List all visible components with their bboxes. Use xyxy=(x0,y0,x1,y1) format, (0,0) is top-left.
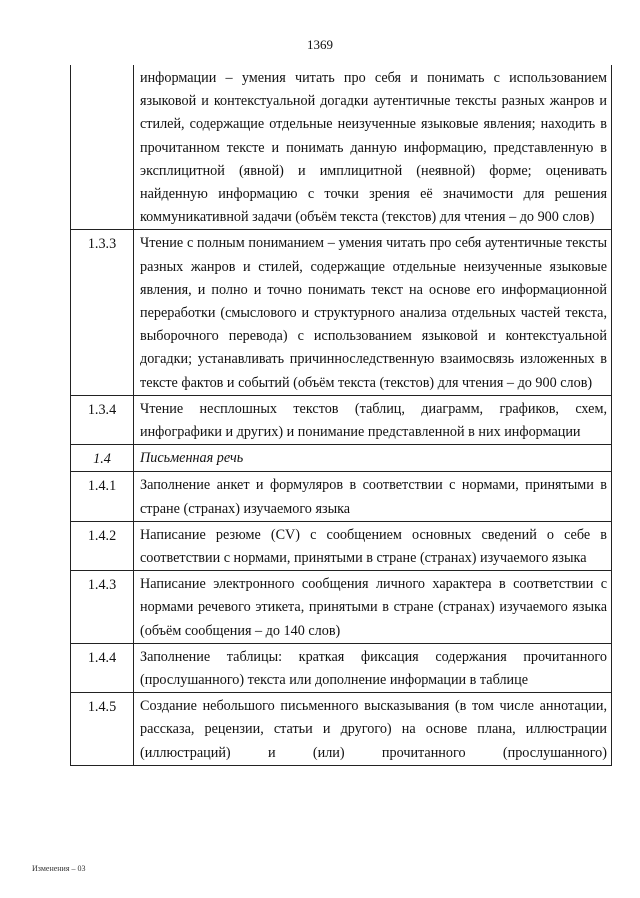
row-number: 1.3.3 xyxy=(71,230,134,395)
row-text: Написание электронного сообщения личного характера в соответствии с нормами речевого этикета, принятыми в стране (странах) изучаемого языка (объём сообщения – до 140 слов) xyxy=(134,571,612,644)
table-row xyxy=(71,230,612,395)
row-text: Чтение с полным пониманием – умения читать про себя аутентичные тексты разных жанров и стилей, содержащие отдельные неизученные языковые явления, и полно и точно понимать текст на основе его информационной переработки (смыслового и структурного анализа отдельных частей текста, выборочного перевода) с использованием языковой и контекстуальной догадки; устанавливать причинноследственную взаимосвязь изложенных в тексте фактов и событий (объём текста (текстов) для чтения – до 900 слов) xyxy=(134,230,612,395)
table-row xyxy=(71,693,612,766)
footer-revision-note: Изменения – 03 xyxy=(32,864,86,873)
row-number: 1.4.1 xyxy=(71,472,134,521)
row-number: 1.3.4 xyxy=(71,395,134,444)
section-title: Письменная речь xyxy=(134,445,612,472)
table-row xyxy=(71,521,612,570)
row-number: 1.4.3 xyxy=(71,571,134,644)
row-number: 1.4.5 xyxy=(71,693,134,766)
row-text: Написание резюме (CV) с сообщением основных сведений о себе в соответствии с нормами, принятыми в стране (странах) изучаемого языка xyxy=(134,521,612,570)
row-text: Заполнение таблицы: краткая фиксация содержания прочитанного (прослушанного) текста или дополнение информации в таблице xyxy=(134,643,612,692)
row-text: информации – умения читать про себя и понимать с использованием языковой и контекстуальной догадки аутентичные тексты разных жанров и стилей, содержащие отдельные неизученные языковые явления; находить в прочитанном тексте и понимать данную информацию, представленную в эксплицитной (явной) и имплицитной (неявной) форме; оценивать найденную информацию с точки зрения её значимости для решения коммуникативной задачи (объём текста (текстов) для чтения – до 900 слов) xyxy=(134,65,612,230)
table-row xyxy=(71,65,612,230)
row-number: 1.4.4 xyxy=(71,643,134,692)
row-number: 1.4.2 xyxy=(71,521,134,570)
page-number: 1369 xyxy=(307,37,333,52)
section-number: 1.4 xyxy=(71,445,134,472)
row-text: Чтение несплошных текстов (таблиц, диаграмм, графиков, схем, инфографики и других) и понимание представленной в них информации xyxy=(134,395,612,444)
table-row xyxy=(71,472,612,521)
table-row xyxy=(71,643,612,692)
row-number xyxy=(71,65,134,230)
table-row xyxy=(71,395,612,444)
section-header-row xyxy=(71,445,612,472)
row-text: Заполнение анкет и формуляров в соответствии с нормами, принятыми в стране (странах) изучаемого языка xyxy=(134,472,612,521)
table-row xyxy=(71,571,612,644)
row-text: Создание небольшого письменного высказывания (в том числе аннотации, рассказа, рецензии, статьи и другого) на основе плана, иллюстрации (иллюстраций) и (или) прочитанного (прослушанного) xyxy=(134,693,612,766)
content-table xyxy=(70,65,612,766)
